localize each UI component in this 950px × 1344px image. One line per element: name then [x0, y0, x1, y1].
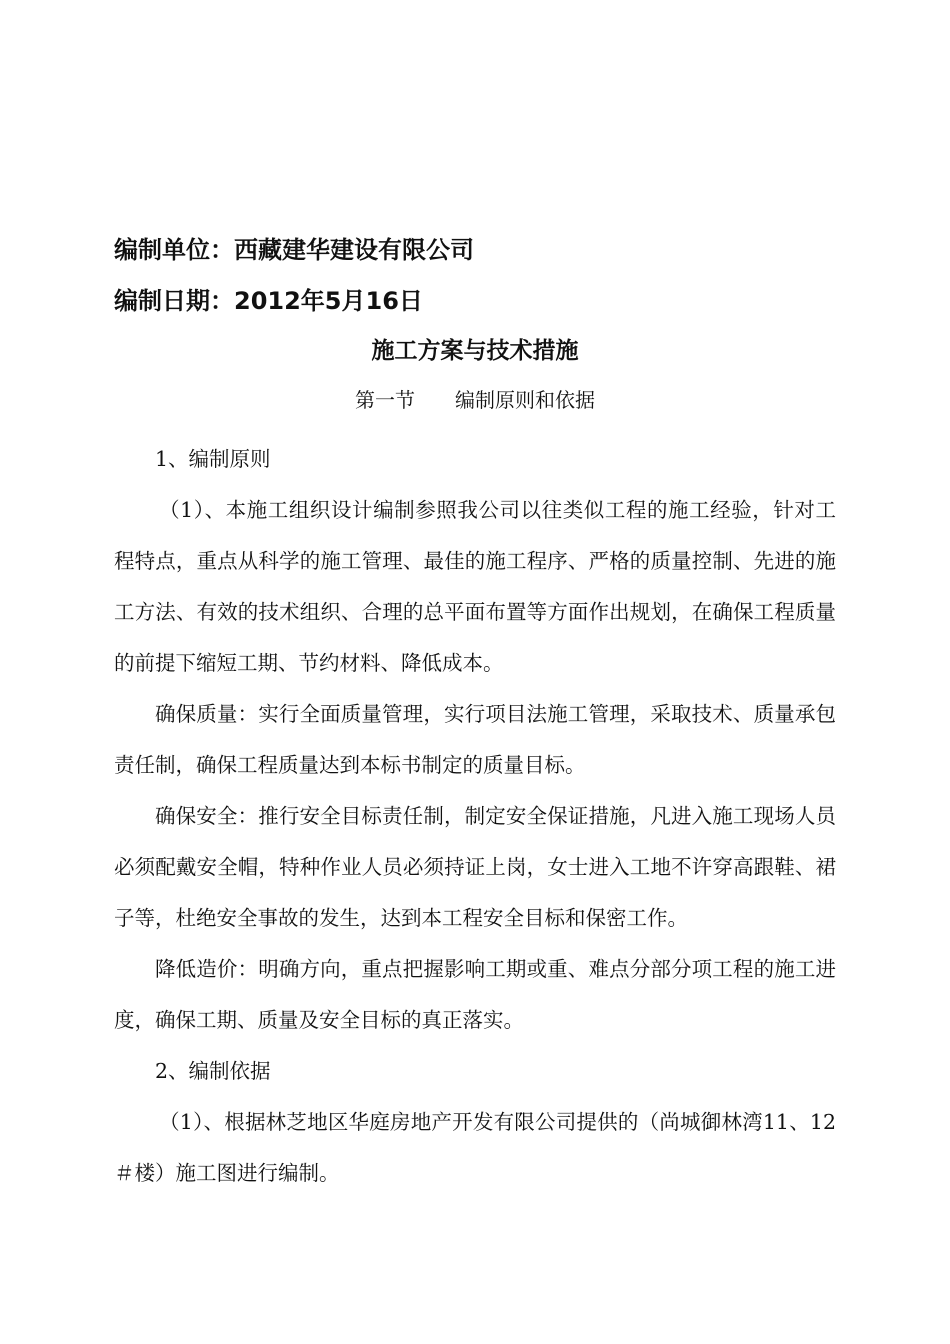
compiling-date-line: 编制日期：2012年5月16日	[114, 287, 423, 315]
document-title: 施工方案与技术措施	[371, 338, 579, 364]
body-text	[114, 434, 836, 1199]
paragraph-principle-1: （1）、本施工组织设计编制参照我公司以往类似工程的施工经验，针对工程特点，重点从科学的施工管理、最佳的施工程序、严格的质量控制、先进的施工方法、有效的技术组织、合理的总平面布置等方面作出规划，在确保工程质量的前提下缩短工期、节约材料、降低成本。	[114, 498, 836, 675]
paragraph-safety: 确保安全：推行安全目标责任制，制定安全保证措施，凡进入施工现场人员必须配戴安全帽，特种作业人员必须持证上岗，女士进入工地不许穿高跟鞋、裙子等，杜绝安全事故的发生，达到本工程安全目标和保密工作。	[114, 804, 836, 930]
paragraph-cost: 降低造价：明确方向，重点把握影响工期或重、难点分部分项工程的施工进度，确保工期、质量及安全目标的真正落实。	[114, 957, 836, 1032]
compiling-unit-line: 编制单位：西藏建华建设有限公司	[114, 236, 474, 264]
subheading-basis: 2、编制依据	[155, 1059, 271, 1083]
paragraph-basis-1: （1）、根据林芝地区华庭房地产开发有限公司提供的（尚城御林湾11、12＃楼）施工图进行编制。	[114, 1110, 836, 1185]
paragraph-quality: 确保质量：实行全面质量管理，实行项目法施工管理，采取技术、质量承包责任制，确保工程质量达到本标书制定的质量目标。	[114, 702, 836, 777]
subheading-principles: 1、编制原则	[155, 447, 271, 471]
section-heading: 第一节 编制原则和依据	[355, 388, 595, 412]
